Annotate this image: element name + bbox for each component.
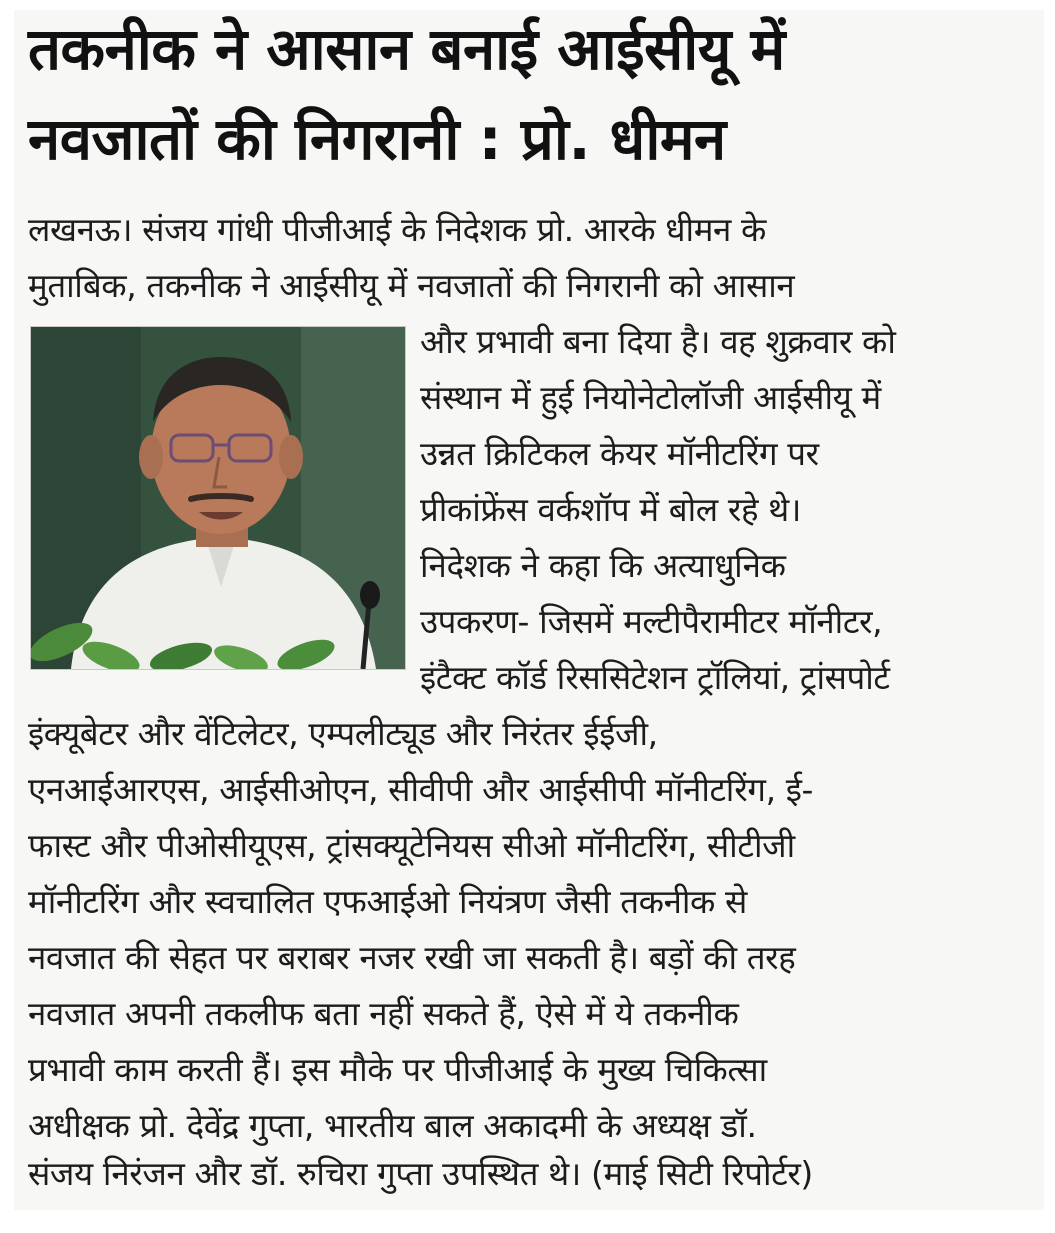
article-line: अधीक्षक प्रो. देवेंद्र गुप्ता, भारतीय बाल अकादमी के अध्यक्ष डॉ.: [28, 1106, 757, 1145]
article-line: फास्ट और पीओसीयूएस, ट्रांसक्यूटेनियस सीओ मॉनीटरिंग, सीटीजी: [28, 826, 795, 865]
article-line: नवजात अपनी तकलीफ बता नहीं सकते हैं, ऐसे में ये तकनीक: [28, 994, 739, 1033]
article-line: उपकरण- जिसमें मल्टीपैरामीटर मॉनीटर,: [420, 602, 883, 641]
article-line: उन्नत क्रिटिकल केयर मॉनीटरिंग पर: [420, 434, 819, 473]
article-line: एनआईआरएस, आईसीओएन, सीवीपी और आईसीपी मॉनीटरिंग, ई-: [28, 770, 814, 809]
headline-line-2: नवजातों की निगरानी : प्रो. धीमन: [28, 105, 726, 173]
headline-line-1: तकनीक ने आसान बनाई आईसीयू में: [28, 15, 785, 83]
article-line: और प्रभावी बना दिया है। वह शुक्रवार को: [420, 322, 896, 361]
portrait-illustration: [31, 327, 405, 669]
portrait-photo: [30, 326, 406, 670]
article-line: निदेशक ने कहा कि अत्याधुनिक: [420, 546, 786, 585]
article-line: प्रभावी काम करती हैं। इस मौके पर पीजीआई के मुख्य चिकित्सा: [28, 1050, 767, 1089]
article-line: प्रीकांफ्रेंस वर्कशॉप में बोल रहे थे।: [420, 490, 801, 529]
article-line: संस्थान में हुई नियोनेटोलॉजी आईसीयू में: [420, 378, 881, 417]
article-line-byline: संजय निरंजन और डॉ. रुचिरा गुप्ता उपस्थित थे। (माई सिटी रिपोर्टर): [28, 1154, 813, 1193]
article-line: मॉनीटरिंग और स्वचालित एफआईओ नियंत्रण जैसी तकनीक से: [28, 882, 747, 921]
article-line: इंटैक्ट कॉर्ड रिससिटेशन ट्रॉलियां, ट्रांसपोर्ट: [420, 658, 890, 697]
article-line: इंक्यूबेटर और वेंटिलेटर, एम्पलीट्यूड और निरंतर ईईजी,: [28, 714, 658, 753]
article-line: मुताबिक, तकनीक ने आईसीयू में नवजातों की निगरानी को आसान: [28, 266, 795, 305]
article-line: लखनऊ। संजय गांधी पीजीआई के निदेशक प्रो. आरके धीमन के: [28, 210, 766, 249]
article-line: नवजात की सेहत पर बराबर नजर रखी जा सकती है। बड़ों की तरह: [28, 938, 796, 977]
